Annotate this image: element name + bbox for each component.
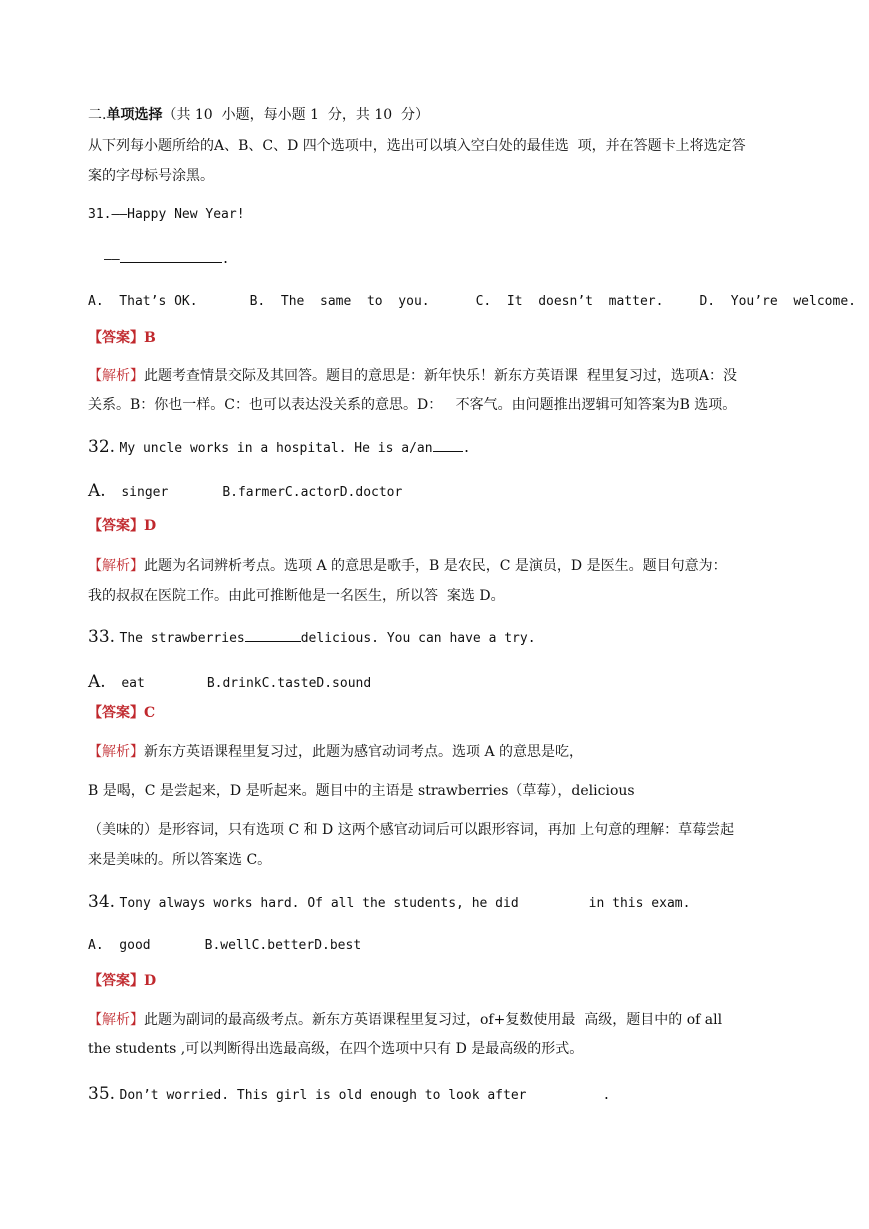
q34-options-rest: B.wellC.betterD.best (204, 938, 362, 953)
q34-analysis-line-2: the students ,可以判断得出选最高级，在四个选项中只有 D 是最高级的形式。 (88, 1041, 584, 1057)
q33-options-rest: B.drinkC.tasteD.sound (206, 676, 372, 691)
q32-analysis-tag: 【解析】 (88, 558, 144, 574)
q31-reply-end: . (221, 252, 230, 267)
q31-reply (104, 249, 229, 269)
q32-option-a-letter: A. (88, 481, 106, 501)
q32-options-rest: B.farmerC.actorD.doctor (222, 485, 403, 500)
section-heading (88, 106, 429, 124)
q34-analysis-line-1 (88, 1011, 722, 1029)
q31-analysis-text-1: 此题考查情景交际及其回答。题目的意思是：新年快乐！新东方英语课 程里复习过，选项A：没 (144, 368, 738, 384)
q31-analysis-line-1 (88, 367, 737, 385)
q32-stem-end: . (462, 441, 471, 456)
heading-prefix: 二. (88, 107, 107, 123)
q33-stem (88, 628, 536, 648)
q34-stem-a: Tony always works hard. Of all the students, he did (119, 896, 519, 911)
q33-analysis-line-2: B 是喝，C 是尝起来，D 是听起来。题目中的主语是 strawberries（草莓），delicious (88, 783, 635, 799)
q35-stem (88, 1085, 610, 1105)
q34-analysis-tag: 【解析】 (88, 1012, 144, 1028)
q32-stem (88, 438, 470, 458)
q33-analysis-text-1: 新东方英语课程里复习过，此题为感官动词考点。选项 A 的意思是吃， (144, 744, 584, 760)
q34-analysis-text-1: 此题为副词的最高级考点。新东方英语课程里复习过，of+复数使用最 高级，题目中的 of all (144, 1012, 723, 1028)
q33-option-a: eat (121, 676, 145, 691)
q31-answer-blank (120, 249, 222, 263)
q31-option-a: A. That’s OK. (88, 294, 198, 309)
q31-option-d: D. You’re welcome. (699, 294, 856, 309)
q32-analysis-line-1 (88, 557, 727, 575)
q31-answer: 【答案】B (88, 330, 156, 346)
instruction-line-2: 案的字母标号涂黑。 (88, 168, 214, 184)
q31-options (88, 293, 856, 311)
q31-stem: 31.——Happy New Year! (88, 207, 245, 222)
q33-analysis-line-1 (88, 743, 583, 761)
q34-answer: 【答案】D (88, 973, 157, 989)
q33-options (88, 673, 371, 693)
q33-analysis-tag: 【解析】 (88, 744, 144, 760)
q32-options (88, 482, 402, 502)
q34-number: 34. (88, 892, 116, 912)
q34-stem-b: in this exam. (588, 896, 691, 911)
q32-stem-text: My uncle works in a hospital. He is a/an (119, 441, 433, 456)
instruction-line-1: 从下列每小题所给的A、B、C、D 四个选项中，选出可以填入空白处的最佳选 项，并在答题卡上将选定答 (88, 138, 746, 154)
q33-stem-a: The strawberries (119, 631, 245, 646)
q31-option-c: C. It doesn’t matter. (475, 294, 664, 309)
q31-analysis-tag: 【解析】 (88, 368, 144, 384)
q34-stem (88, 893, 690, 913)
q33-option-a-letter: A. (88, 672, 106, 692)
q34-options (88, 937, 361, 955)
q31-reply-dash: —— (104, 252, 120, 267)
q32-number: 32. (88, 437, 116, 457)
q33-number: 33. (88, 627, 116, 647)
q32-answer: 【答案】D (88, 518, 157, 534)
q33-answer: 【答案】C (88, 705, 156, 721)
q32-option-a: singer (121, 485, 169, 500)
q34-option-a: A. good (88, 938, 151, 953)
q35-number: 35. (88, 1084, 116, 1104)
q33-analysis-line-3: （美味的）是形容词，只有选项 C 和 D 这两个感官动词后可以跟形容词，再加 上句意的理解：草莓尝起 (88, 822, 735, 838)
q31-option-b: B. The same to you. (249, 294, 430, 309)
q33-analysis-line-4: 来是美味的。所以答案选 C。 (88, 852, 272, 868)
q33-stem-b: delicious. You can have a try. (300, 631, 536, 646)
q31-analysis-line-2: 关系。B：你也一样。C：也可以表达没关系的意思。D： 不客气。由问题推出逻辑可知答案为B 选项。 (88, 397, 737, 413)
q32-analysis-text-1: 此题为名词辨析考点。选项 A 的意思是歌手，B 是农民，C 是演员，D 是医生。题目句意为： (144, 558, 727, 574)
heading-bold: 单项选择 (106, 107, 163, 123)
heading-rest: （共 10 小题，每小题 1 分，共 10 分） (162, 107, 430, 123)
q32-analysis-line-2: 我的叔叔在医院工作。由此可推断他是一名医生，所以答 案选 D。 (88, 588, 505, 604)
q35-stem-a: Don’t worried. This girl is old enough to look after (119, 1088, 527, 1103)
q33-answer-blank (245, 628, 301, 642)
q35-stem-end: . (602, 1088, 611, 1103)
q32-answer-blank (433, 438, 463, 452)
